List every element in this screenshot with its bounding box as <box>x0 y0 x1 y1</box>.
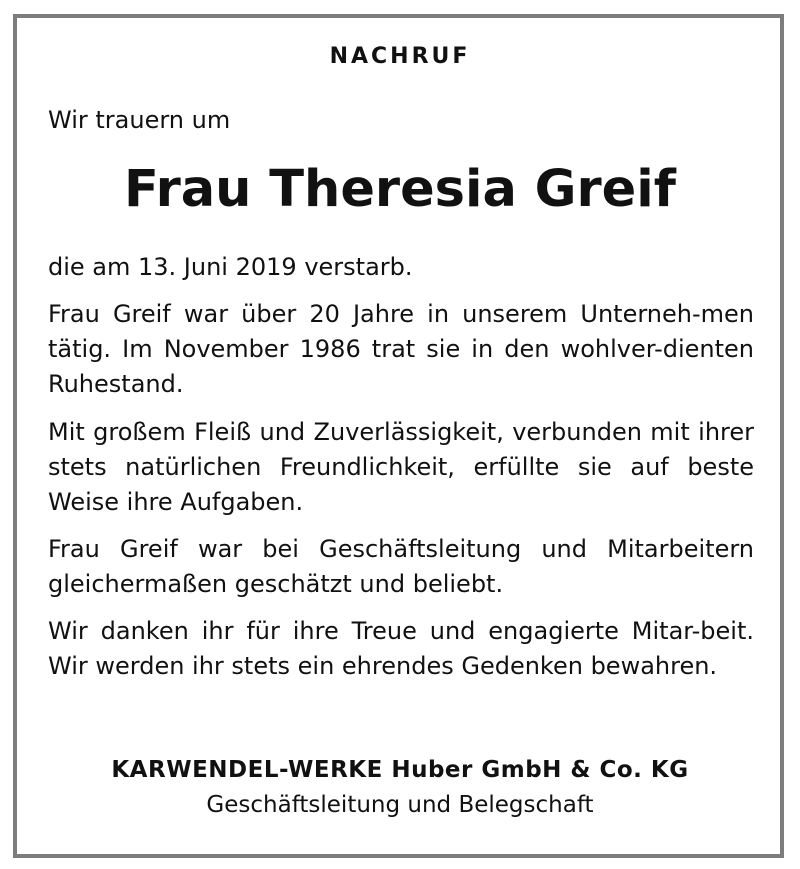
company-name: KARWENDEL-WERKE Huber GmbH & Co. KG <box>111 757 689 783</box>
paragraph-date: die am 13. Juni 2019 verstarb. <box>48 253 413 281</box>
paragraph-character: Mit großem Fleiß und Zuverlässigkeit, verbunden mit ihrer stets natürlichen Freundlichkeit, erfüllte sie auf beste Weise ihre Aufgaben. <box>48 418 754 516</box>
company-subline: Geschäftsleitung und Belegschaft <box>206 792 594 818</box>
notice-heading: NACHRUF <box>329 44 471 69</box>
paragraph-thanks: Wir danken ihr für ihre Treue und engagierte Mitar-beit. Wir werden ihr stets ein ehrendes Gedenken bewahren. <box>48 617 754 680</box>
paragraph-employment: Frau Greif war über 20 Jahre in unserem Unterneh-men tätig. Im November 1986 trat sie in den wohlver-dienten Ruhestand. <box>48 300 754 398</box>
paragraph-esteem: Frau Greif war bei Geschäftsleitung und Mitarbeitern gleichermaßen geschätzt und beliebt. <box>48 535 754 598</box>
intro-line: Wir trauern um <box>48 106 231 134</box>
deceased-name: Frau Theresia Greif <box>124 160 676 219</box>
